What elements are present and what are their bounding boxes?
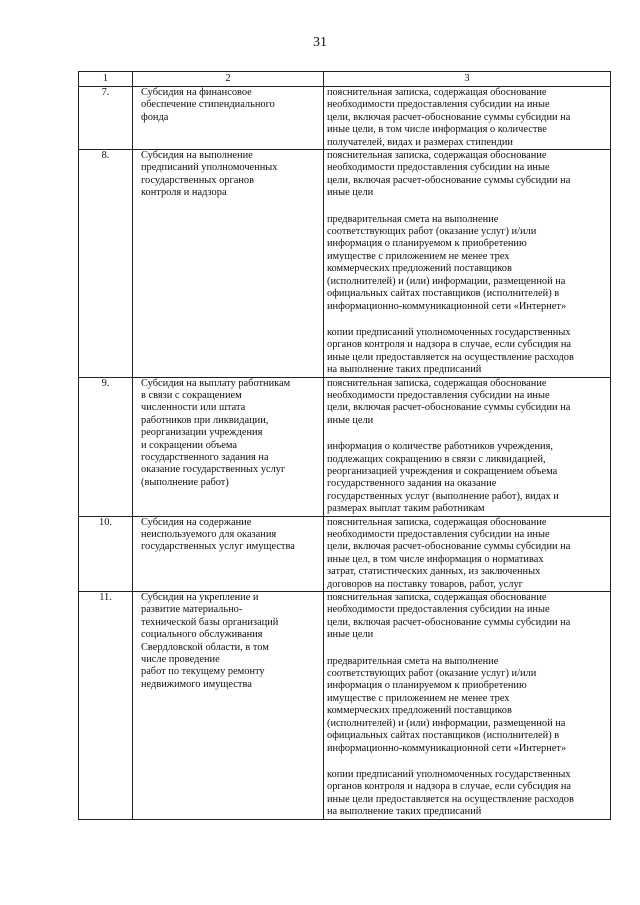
subsidy-documents-table — [78, 71, 611, 820]
document-item: предварительная смета на выполнение соответствующих работ (оказание услуг) и/или информация о планируемом к приобретению имуществе с приложением не менее трех коммерческих предложений поставщиков (исполнителей) и (или) информации, размещенной на официальных сайтах поставщиков (исполнителей) в информационно-коммуникационной сети «Интернет» — [327, 213, 567, 312]
row-number: 8. — [79, 150, 133, 378]
document-item: пояснительная записка, содержащая обоснование необходимости предоставления субсидии на иные цели, включая расчет-обоснование суммы субсидии на иные цели — [327, 150, 571, 199]
page-number: 31 — [313, 35, 327, 50]
required-documents — [324, 87, 611, 150]
subsidy-name: Субсидия на финансовое обеспечение стипендиального фонда — [133, 87, 324, 150]
document-item: информация о количестве работников учреждения, подлежащих сокращению в связи с ликвидацией, реорганизацией учреждения и сокращением объема государственного задания на оказание государственных услуг (выполнение работ), видах и размерах выплат таким работникам — [327, 441, 559, 515]
row-number: 10. — [79, 516, 133, 591]
column-header-documents: 3 — [324, 72, 611, 87]
table-row — [79, 87, 611, 150]
document-item: пояснительная записка, содержащая обоснование необходимости предоставления субсидии на иные цели, включая расчет-обоснование суммы субсидии на иные цели — [327, 592, 571, 641]
subsidy-name: Субсидия на выплату работникам в связи с сокращением численности или штата работников при ликвидации, реорганизации учреждения и сокращении объема государственного задания на оказание государственных услуг (выполнение работ) — [133, 377, 324, 516]
column-header-number: 1 — [79, 72, 133, 87]
document-item: копии предписаний уполномоченных государственных органов контроля и надзора в случае, если субсидия на иные цели предоставляется на осуществление расходов на выполнение таких предписаний — [327, 768, 574, 818]
required-documents — [324, 592, 611, 820]
required-documents — [324, 377, 611, 516]
table-header-row — [79, 72, 611, 87]
table-row — [79, 516, 611, 591]
row-number: 9. — [79, 377, 133, 516]
document-item: пояснительная записка, содержащая обоснование необходимости предоставления субсидии на иные цели, включая расчет-обоснование суммы субсидии на иные цел, в том числе информация о нормативах затрат, статистических данных, из заключенных договоров на поставку товаров, работ, услуг — [327, 516, 571, 590]
table-row — [79, 377, 611, 516]
document-item: копии предписаний уполномоченных государственных органов контроля и надзора в случае, если субсидия на иные цели предоставляется на осуществление расходов на выполнение таких предписаний — [327, 326, 574, 376]
required-documents — [324, 516, 611, 591]
document-item: предварительная смета на выполнение соответствующих работ (оказание услуг) и/или информация о планируемом к приобретению имуществе с приложением не менее трех коммерческих предложений поставщиков (исполнителей) и (или) информации, размещенной на официальных сайтах поставщиков (исполнителей) в информационно-коммуникационной сети «Интернет» — [327, 655, 567, 754]
column-header-subsidy-name: 2 — [133, 72, 324, 87]
document-item: пояснительная записка, содержащая обоснование необходимости предоставления субсидии на иные цели, включая расчет-обоснование суммы субсидии на иные цели — [327, 377, 571, 426]
subsidy-name: Субсидия на содержание неиспользуемого для оказания государственных услуг имущества — [133, 516, 324, 591]
row-number: 11. — [79, 592, 133, 820]
required-documents — [324, 150, 611, 378]
table-row — [79, 150, 611, 378]
subsidy-name: Субсидия на выполнение предписаний уполномоченных государственных органов контроля и надзора — [133, 150, 324, 378]
table-row — [79, 592, 611, 820]
row-number: 7. — [79, 87, 133, 150]
subsidy-name: Субсидия на укрепление и развитие материально- технической базы организаций социального обслуживания Свердловской области, в том числе проведение работ по текущему ремонту недвижимого имущества — [133, 592, 324, 820]
document-item: пояснительная записка, содержащая обоснование необходимости предоставления субсидии на иные цели, включая расчет-обоснование суммы субсидии на иные цели, в том числе информация о количестве получателей, видах и размерах стипендии — [327, 87, 571, 148]
